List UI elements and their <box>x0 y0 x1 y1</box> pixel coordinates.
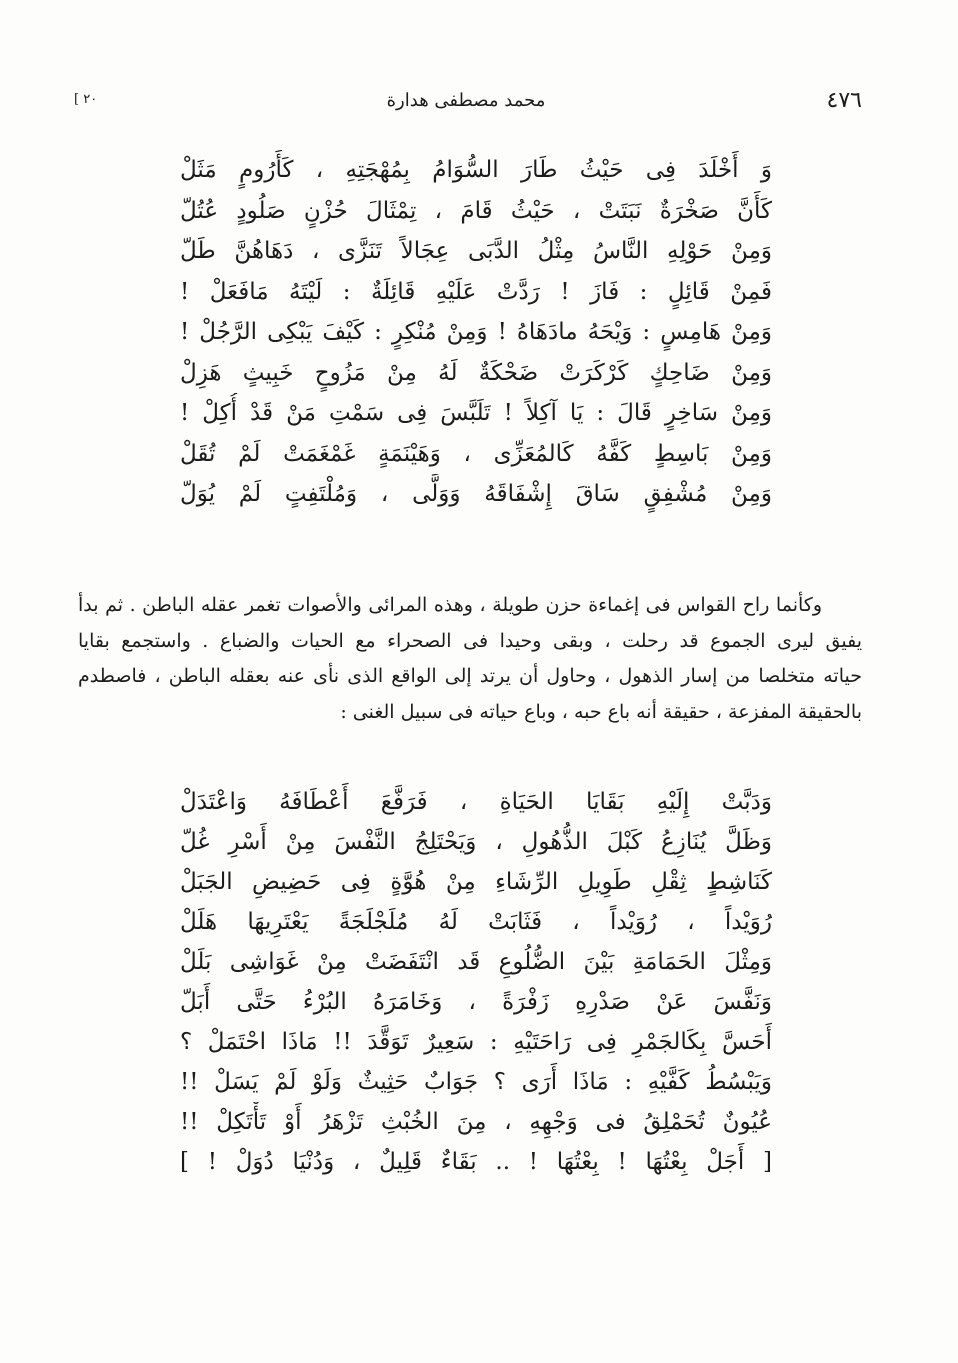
verse-line: عُيُونٌ تُحَمْلِقُ فى وَجْهِهِ ، مِنَ الخُبْثِ تَزْهَرُ أَوْ تَأْتَكِلْ !! <box>180 1109 772 1135</box>
poem-block-1 <box>180 150 772 515</box>
prose-paragraph <box>78 588 862 730</box>
verse-line: وَنَفَّسَ عَنْ صَدْرِهِ زَفْرَةً ، وَخَامَرَهُ البُرْءُ حَتَّى أَبَلّ <box>180 989 772 1015</box>
prose-line: بالحقيقة المفزعة ، حقيقة أنه باع حبه ، وباع حياته فى سبيل الغنى : <box>340 700 862 723</box>
chapter-mark: [ ٢٠ <box>74 92 98 107</box>
poem-block-2 <box>180 782 772 1182</box>
verse-line: وَدَبَّتْ إِلَيْهِ بَقَايَا الحَيَاةِ ، فَرَفَّعَ أَعْطَافَهُ وَاعْتَدَلْ <box>180 789 772 815</box>
verse-line: وَمِنْ ضَاحِكٍ كَرْكَرَتْ ضَحْكَةٌ لَهُ مِنْ مَزُوحٍ خَبِيثٍ هَزِلْ <box>180 359 772 386</box>
verse-line: وَمِثْلَ الحَمَامَةِ بَيْنَ الضُّلُوعِ قَد انْتَفَضَتْ مِنْ غَوَاشِى بَلَلْ <box>180 949 772 975</box>
verse-line: وَظَلَّ يُنَازِعُ كَبْلَ الذُّهُولِ ، وَيَحْتَلِجُ النَّفْسَ مِنْ أَسْرِ غُلّ <box>180 829 772 855</box>
page-number: ٤٧٦ <box>826 88 862 113</box>
verse-line: وَمِنْ سَاخِرٍ قَالَ : يَا آكِلاً ! تَلَبَّسَ فِى سَمْتِ مَنْ قَدْ أُكِلْ ! <box>180 400 772 426</box>
verse-line: رُوَيْداً ، رُوَيْداً ، فَثَابَتْ لَهُ مُلَجْلَجَةً يَعْتَرِيهَا هَلَلْ <box>180 909 772 935</box>
verse-line: وَمِنْ حَوْلِهِ النَّاسُ مِثْلُ الدَّبَى عِجَالاً تَنَزَّى ، دَهَاهُنَّ طَلّ <box>180 238 772 264</box>
running-title: محمد مصطفى هدارة <box>386 90 546 111</box>
verse-line: [ أَجَلْ بِعْتُهَا ! بِعْتُهَا ! .. بَقَاءٌ قَلِيلٌ ، وَدُنْيَا دُوَلْ ! ] <box>180 1149 772 1175</box>
verse-line: وَ أَخْلَدَ فِى حَيْثُ طَارَ السُّوَامُ بِمُهْجَتِهِ ، كَأَرُومٍ مَثَلْ <box>180 157 772 183</box>
verse-line: كَأَنَّ صَخْرَةٌ نَبَتَتْ ، حَيْثُ قَامَ ، تِمْثَالَ حُزْنٍ صَلُودٍ عُتُلّ <box>180 197 772 224</box>
verse-line: فَمِنْ قَائِلٍ : فَازَ ! رَدَّتْ عَلَيْهِ قَائِلَةٌ : لَيْتَهُ مَافَعَلْ ! <box>180 278 772 305</box>
verse-line: وَمِنْ بَاسِطٍ كَفَّهُ كَالمُعَزِّى ، وَهَيْنَمَةٍ غَمْغَمَتْ لَمْ تُقَلْ <box>180 440 772 467</box>
prose-line: حياته متخلصا من إسار الذهول ، وحاول أن يرتد إلى الواقع الذى نأى عنه بعقله الباطن ، فاصطدم <box>78 665 862 687</box>
prose-line: يفيق ليرى الجموع قد رحلت ، وبقى وحيدا فى الصحراء مع الحيات والضباع . واستجمع بقايا <box>78 629 862 652</box>
page-header <box>70 88 862 118</box>
verse-line: كَنَاشِطٍ ثِقْلِ طَوِيلِ الرِّشَاءِ مِنْ هُوَّةٍ فِى حَضِيضِ الجَبَلْ <box>180 869 772 895</box>
verse-line: وَيَبْسُطُ كَفَّيْهِ : مَاذَا أَرَى ؟ جَوَابٌ حَثِيثٌ وَلَوْ لَمْ يَسَلْ !! <box>180 1069 772 1095</box>
verse-line: أَحَسَّ بِكَالجَمْرِ فِى رَاحَتَيْهِ : سَعِيرٌ تَوَقَّدَ !! مَاذَا احْتَمَلْ ؟ <box>180 1029 772 1055</box>
verse-line: وَمِنْ مُشْفِقٍ سَاقَ إِشْفَاقَهُ وَوَلَّى ، وَمُلْتَفِتٍ لَمْ يُوَلّ <box>180 481 772 507</box>
prose-line: وكأنما راح القواس فى إغماءة حزن طويلة ، وهذه المرائى والأصوات تغمر عقله الباطن . ثم بدأ <box>78 594 822 616</box>
verse-line: وَمِنْ هَامِسٍ : وَيْحَهُ مادَهَاهُ ! وَمِنْ مُنْكِرٍ : كَيْفَ يَبْكِى الرَّجُلْ ! <box>180 319 772 345</box>
